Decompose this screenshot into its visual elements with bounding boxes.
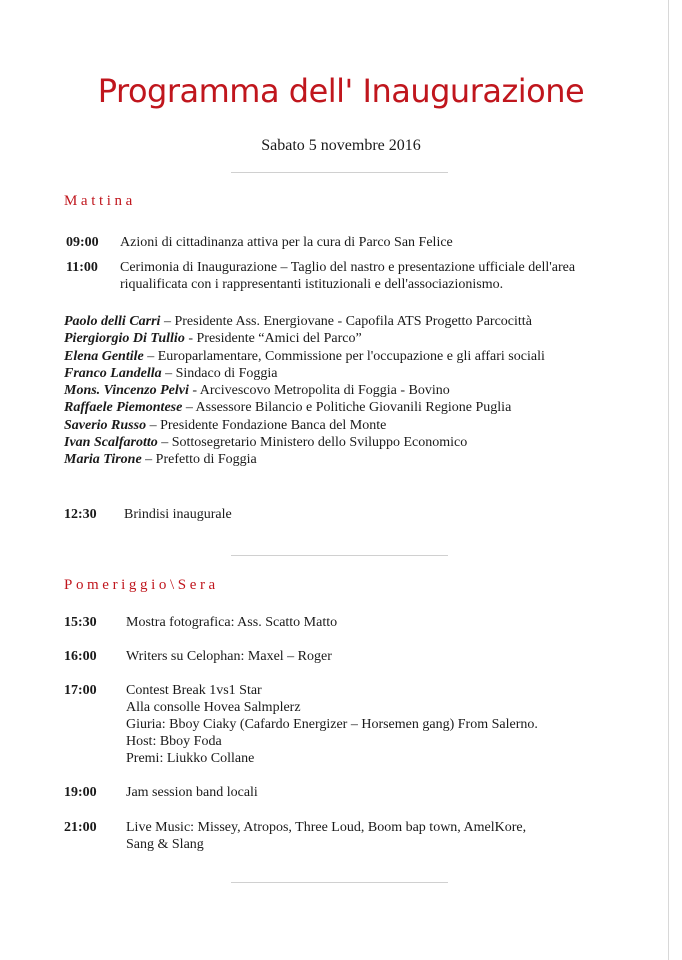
schedule-time: 17:00 xyxy=(64,683,97,698)
guest-entry xyxy=(64,417,624,434)
schedule-description: Azioni di cittadinanza attiva per la cura di Parco San Felice xyxy=(120,235,453,250)
section-heading-afternoon: Pomeriggio\Sera xyxy=(64,577,219,593)
guest-role: – Europarlamentare, Commissione per l'occupazione e gli affari sociali xyxy=(143,348,545,364)
guest-name: Raffaele Piemontese xyxy=(64,400,183,416)
section-heading-morning: Mattina xyxy=(64,193,136,209)
guest-role: - Presidente “Amici del Parco” xyxy=(184,331,362,347)
schedule-description: Mostra fotografica: Ass. Scatto Matto xyxy=(126,615,338,630)
schedule-time: 11:00 xyxy=(66,260,98,275)
guest-entry xyxy=(64,451,624,468)
schedule-description: Jam session band locali xyxy=(126,785,258,800)
schedule-description: Cerimonia di Inaugurazione – Taglio del nastro e presentazione ufficiale dell'area riqualificata con i rappresentanti istituzionali e dell'associazionismo. xyxy=(120,260,576,292)
guest-entry xyxy=(64,313,624,330)
divider xyxy=(231,882,448,883)
guest-name: Franco Landella xyxy=(64,365,162,381)
guest-name: Paolo delli Carri xyxy=(64,314,161,329)
guest-entry xyxy=(64,348,624,365)
event-date: Sabato 5 novembre 2016 xyxy=(261,137,421,154)
guest-name: Piergiorgio Di Tullio xyxy=(64,331,185,347)
guest-entry xyxy=(64,434,624,451)
schedule-time: 09:00 xyxy=(66,235,99,250)
schedule-time: 19:00 xyxy=(64,785,97,800)
divider xyxy=(231,555,448,556)
guest-role: – Assessore Bilancio e Politiche Giovanili Regione Puglia xyxy=(182,400,512,416)
schedule-description: Brindisi inaugurale xyxy=(124,507,232,522)
guest-role: - Arcivescovo Metropolita di Foggia - Bovino xyxy=(188,383,450,399)
guest-role: – Sindaco di Foggia xyxy=(161,365,278,381)
guest-list xyxy=(64,313,624,469)
schedule-time: 16:00 xyxy=(64,649,97,664)
guest-name: Ivan Scalfarotto xyxy=(64,435,158,451)
schedule-description: Writers su Celophan: Maxel – Roger xyxy=(126,649,332,664)
guest-name: Elena Gentile xyxy=(64,348,144,364)
guest-entry xyxy=(64,330,624,347)
guest-name: Saverio Russo xyxy=(64,417,147,433)
schedule-time: 15:30 xyxy=(64,615,97,630)
divider xyxy=(231,172,448,173)
guest-role: – Presidente Ass. Energiovane - Capofila ATS Progetto Parcocittà xyxy=(160,314,532,329)
schedule-time: 12:30 xyxy=(64,507,97,522)
guest-role: – Sottosegretario Ministero dello Sviluppo Economico xyxy=(157,435,468,451)
page-title: Programma dell' Inaugurazione xyxy=(97,72,585,110)
guest-name: Maria Tirone xyxy=(64,452,142,468)
schedule-time: 21:00 xyxy=(64,820,97,835)
guest-name: Mons. Vincenzo Pelvi xyxy=(64,383,189,399)
guest-entry xyxy=(64,365,624,382)
guest-role: – Presidente Fondazione Banca del Monte xyxy=(146,417,387,433)
schedule-description: Live Music: Missey, Atropos, Three Loud, Boom bap town, AmelKore, Sang & Slang xyxy=(126,820,527,852)
guest-entry xyxy=(64,382,624,399)
guest-role: – Prefetto di Foggia xyxy=(141,452,257,468)
schedule-description: Contest Break 1vs1 Star Alla consolle Hovea Salmplerz Giuria: Bboy Ciaky (Cafardo Energizer – Horsemen gang) From Salerno. Host: Bboy Foda Premi: Liukko Collane xyxy=(126,683,538,766)
guest-entry xyxy=(64,399,624,416)
